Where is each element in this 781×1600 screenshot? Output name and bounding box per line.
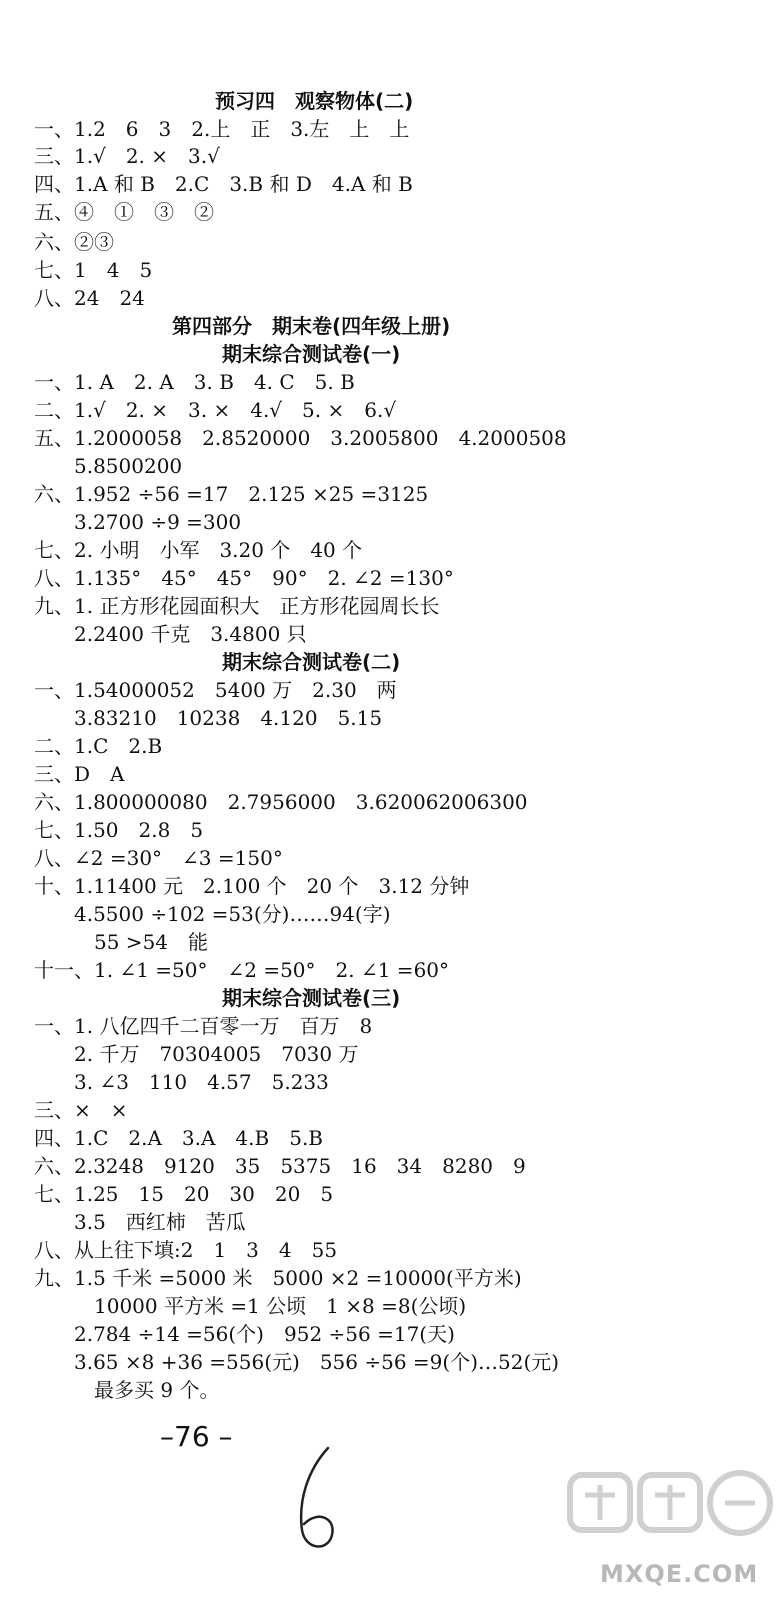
answer-line: 六、②③ [34, 230, 114, 254]
answer-line: 五、④ ① ③ ② [34, 200, 214, 224]
exam2-title: 期末综合测试卷(二) [222, 650, 401, 674]
answer-line: 一、1. 八亿四千二百零一万 百万 8 [34, 1014, 373, 1038]
handwritten-mark [288, 1440, 348, 1560]
part-title: 第四部分 期末卷(四年级上册) [172, 314, 451, 338]
answer-line: 4.5500 ÷102 =53(分)……94(字) [34, 902, 391, 926]
answer-line: 二、1.√ 2. × 3. × 4.√ 5. × 6.√ [34, 398, 397, 422]
answer-line: 七、1.25 15 20 30 20 5 [34, 1182, 334, 1206]
answer-line: 八、1.135° 45° 45° 90° 2. ∠2 =130° [34, 566, 454, 590]
answer-line: 八、∠2 =30° ∠3 =150° [34, 846, 283, 870]
answer-line: 一、1.54000052 5400 万 2.30 两 [34, 678, 397, 702]
answer-line: 3.83210 10238 4.120 5.15 [34, 706, 383, 730]
answer-line: 八、24 24 [34, 286, 145, 310]
answer-line: 三、1.√ 2. × 3.√ [34, 144, 220, 168]
answer-line: 二、1.C 2.B [34, 734, 163, 758]
answer-line: 九、1.5 千米 =5000 米 5000 ×2 =10000(平方米) [34, 1266, 522, 1290]
answer-line: 七、1.50 2.8 5 [34, 818, 204, 842]
answer-line: 十、1.11400 元 2.100 个 20 个 3.12 分钟 [34, 874, 470, 898]
answer-line: 四、1.A 和 B 2.C 3.B 和 D 4.A 和 B [34, 172, 413, 196]
watermark-text: MXQE.COM [600, 1560, 759, 1588]
answer-line: 五、1.2000058 2.8520000 3.2005800 4.2000508 [34, 426, 567, 450]
answer-line: 3.65 ×8 +36 =556(元) 556 ÷56 =9(个)…52(元) [34, 1350, 560, 1374]
answer-line: 十一、1. ∠1 =50° ∠2 =50° 2. ∠1 =60° [34, 958, 450, 982]
answer-line: 3. ∠3 110 4.57 5.233 [34, 1070, 329, 1094]
answer-line: 5.8500200 [34, 454, 183, 478]
answer-line: 九、1. 正方形花园面积大 正方形花园周长长 [34, 594, 440, 618]
answer-line: 2.2400 千克 3.4800 只 [34, 622, 307, 646]
answer-line: 3.2700 ÷9 =300 [34, 510, 242, 534]
exam1-title: 期末综合测试卷(一) [222, 342, 401, 366]
answer-line: 四、1.C 2.A 3.A 4.B 5.B [34, 1126, 323, 1150]
answer-line: 最多买 9 个。 [34, 1378, 220, 1402]
page-number: –76 – [160, 1420, 233, 1453]
answer-line: 3.5 西红柿 苦瓜 [34, 1210, 246, 1234]
section-title-preview4: 预习四 观察物体(二) [215, 89, 414, 113]
answer-line: 六、2.3248 9120 35 5375 16 34 8280 9 [34, 1154, 526, 1178]
exam3-title: 期末综合测试卷(三) [222, 986, 401, 1010]
answer-line: 六、1.800000080 2.7956000 3.620062006300 [34, 790, 528, 814]
answer-line: 六、1.952 ÷56 =17 2.125 ×25 =3125 [34, 482, 429, 506]
answer-line: 七、2. 小明 小军 3.20 个 40 个 [34, 538, 363, 562]
answer-line: 三、D A [34, 762, 125, 786]
answer-line: 2. 千万 70304005 7030 万 [34, 1042, 359, 1066]
answer-line: 55 >54 能 [34, 930, 209, 954]
answer-line: 10000 平方米 =1 公顷 1 ×8 =8(公顷) [34, 1294, 467, 1318]
answer-line: 七、1 4 5 [34, 258, 153, 282]
answer-line: 一、1.2 6 3 2.上 正 3.左 上 上 [34, 117, 410, 141]
answer-line: 八、从上往下填:2 1 3 4 55 [34, 1238, 338, 1262]
answer-line: 2.784 ÷14 =56(个) 952 ÷56 =17(天) [34, 1322, 455, 1346]
answer-line: 一、1. A 2. A 3. B 4. C 5. B [34, 370, 355, 394]
answer-line: 三、× × [34, 1098, 128, 1122]
